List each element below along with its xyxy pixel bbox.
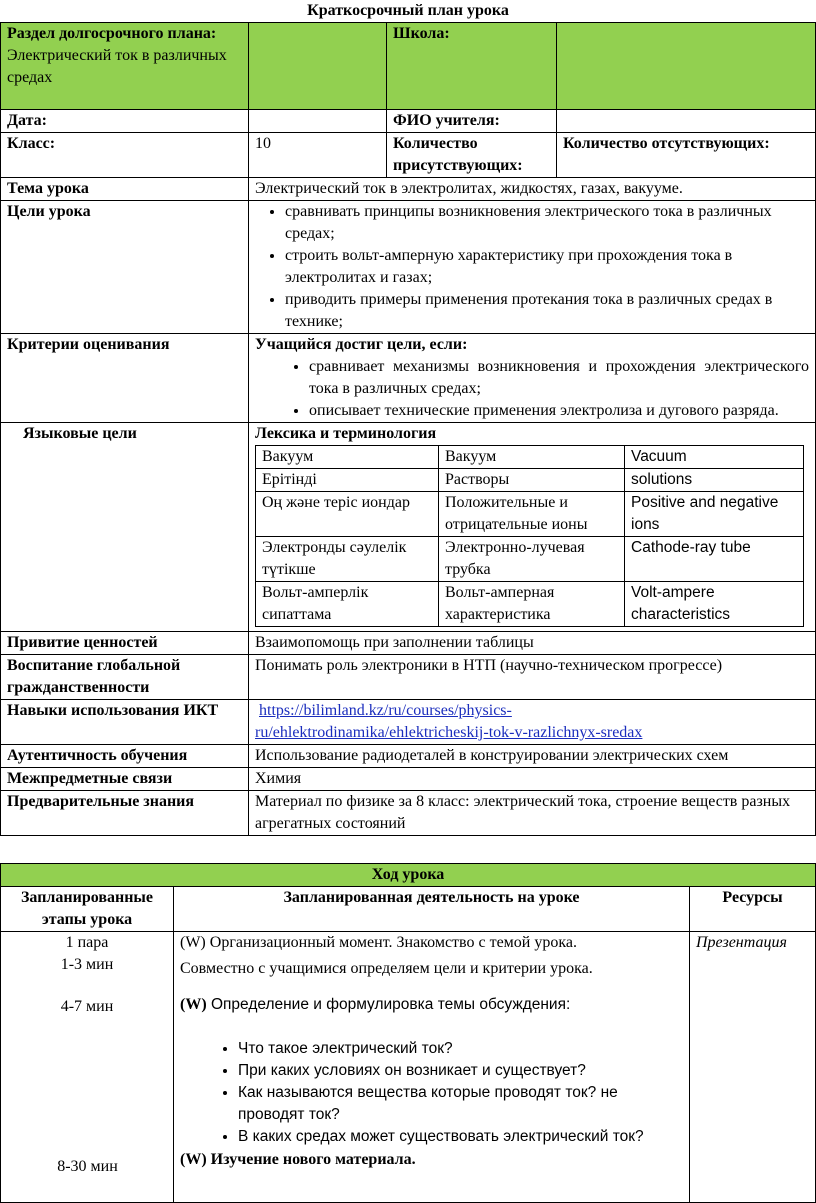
terminology-table <box>255 445 804 627</box>
ict-row <box>1 700 816 745</box>
term-en: Volt-ampere characteristics <box>625 582 804 627</box>
goals-list <box>255 201 809 333</box>
resources-cell <box>690 932 816 1203</box>
class-value: 10 <box>249 133 387 178</box>
date-label: Дата: <box>1 110 249 133</box>
goal-item: • сравнивать принципы возникновения электрического тока в различных средах; <box>285 201 809 245</box>
criteria-heading: Учащийся достиг цели, если: <box>255 336 468 353</box>
activity-new-material: (W) Изучение нового материала. <box>180 1151 416 1168</box>
language-cell <box>249 423 816 632</box>
activity-w-prefix: (W) <box>180 996 207 1013</box>
teacher-label: ФИО учителя: <box>387 110 557 133</box>
date-row <box>1 110 816 133</box>
col-resources-header: Ресурсы <box>690 887 816 932</box>
term-row <box>256 492 804 537</box>
citizenship-label: Воспитание глобальной гражданственности <box>1 655 249 700</box>
section-empty-cell <box>249 23 387 110</box>
term-kz: Вольт-амперлік сипаттама <box>256 582 439 627</box>
lesson-info-table <box>0 22 816 836</box>
question-item: • В каких средах может существовать электрический ток? <box>238 1126 683 1148</box>
authentic-row <box>1 745 816 768</box>
goals-row <box>1 201 816 334</box>
criteria-label: Критерии оценивания <box>1 334 249 423</box>
term-kz: Ерітінді <box>256 469 439 492</box>
teacher-value-cell <box>557 110 816 133</box>
term-ru: Растворы <box>439 469 625 492</box>
prior-value: Материал по физике за 8 класс: электрический тока, строение веществ разных агрегатных состояний <box>249 791 816 836</box>
section-row <box>1 23 816 110</box>
topic-label: Тема урока <box>1 178 249 201</box>
activity-cell <box>174 932 690 1203</box>
question-item: • Что такое электрический ток? <box>238 1038 683 1060</box>
interdisciplinary-value: Химия <box>249 768 816 791</box>
date-value-cell <box>249 110 387 133</box>
ict-label: Навыки использования ИКТ <box>1 700 249 745</box>
question-item: • При каких условиях он возникает и существует? <box>238 1060 683 1082</box>
activity-org: (W) Организационный момент. Знакомство с темой урока. <box>180 934 577 951</box>
col-activity-header: Запланированная деятельность на уроке <box>174 887 690 932</box>
stages-cell <box>1 932 174 1203</box>
plan-header-row <box>1 887 816 932</box>
lesson-plan-table <box>0 863 816 1203</box>
class-row <box>1 133 816 178</box>
resource-presentation: Презентация <box>696 934 787 951</box>
language-row <box>1 423 816 632</box>
values-row <box>1 632 816 655</box>
stage-time: 1-3 мин <box>60 956 114 973</box>
criteria-list <box>255 356 809 422</box>
term-row <box>256 469 804 492</box>
class-label: Класс: <box>1 133 249 178</box>
term-row <box>256 537 804 582</box>
term-ru: Электронно-лучевая трубка <box>439 537 625 582</box>
plan-heading-row <box>1 864 816 887</box>
stage-pair: 1 пара <box>65 934 109 951</box>
citizenship-row <box>1 655 816 700</box>
prior-row <box>1 791 816 836</box>
term-en: solutions <box>625 469 804 492</box>
stage-time: 8-30 мин <box>57 1158 118 1175</box>
ict-link-part1[interactable]: https://bilimland.kz/ru/courses/physics- <box>259 702 512 719</box>
stage-time: 4-7 мин <box>60 998 114 1015</box>
goal-item: • приводить примеры применения протекания тока в различных средах в технике; <box>285 289 809 333</box>
values-value: Взаимопомощь при заполнении таблицы <box>249 632 816 655</box>
section-cell <box>1 23 249 110</box>
ict-cell <box>249 700 816 745</box>
term-kz: Оң және теріс иондар <box>256 492 439 537</box>
present-label: Количество присутствующих: <box>387 133 557 178</box>
question-item: • Как называются вещества которые проводят ток? не проводят ток? <box>238 1082 683 1126</box>
term-en: Cathode-ray tube <box>625 537 804 582</box>
page-title: Краткосрочный план урока <box>307 2 509 19</box>
absent-label: Количество отсутствующих: <box>557 133 816 178</box>
plan-body-row <box>1 932 816 1203</box>
criteria-row <box>1 334 816 423</box>
ict-link-part2[interactable]: ru/ehlektrodinamika/ehlektricheskij-tok-v-razlichnyx-sredax <box>255 724 643 741</box>
authentic-label: Аутентичность обучения <box>1 745 249 768</box>
questions-list <box>180 1038 683 1148</box>
interdisciplinary-row <box>1 768 816 791</box>
topic-row <box>1 178 816 201</box>
term-row <box>256 582 804 627</box>
section-label: Раздел долгосрочного плана: <box>7 25 217 42</box>
term-en: Positive and negative ions <box>625 492 804 537</box>
term-ru: Положительные и отрицательные ионы <box>439 492 625 537</box>
criteria-item: • описывает технические применения электролиза и дугового разряда. <box>309 400 809 422</box>
interdisciplinary-label: Межпредметные связи <box>1 768 249 791</box>
lexicon-heading: Лексика и терминология <box>255 425 437 442</box>
activity-goals: Совместно с учащимися определяем цели и критерии урока. <box>180 960 593 977</box>
term-kz: Электронды сәулелік түтікше <box>256 537 439 582</box>
col-stages-header: Запланированные этапы урока <box>1 887 174 932</box>
authentic-value: Использование радиодеталей в конструировании электрических схем <box>249 745 816 768</box>
plan-heading: Ход урока <box>1 864 816 887</box>
term-en: Vacuum <box>625 446 804 469</box>
goal-item: • строить вольт-амперную характеристику при прохождения тока в электролитах и газах; <box>285 245 809 289</box>
criteria-cell <box>249 334 816 423</box>
goals-cell <box>249 201 816 334</box>
citizenship-value: Понимать роль электроники в НТП (научно-техническом прогрессе) <box>249 655 816 700</box>
criteria-item: • сравнивает механизмы возникновения и прохождения электрического тока в различных средах; <box>309 356 809 400</box>
goals-label: Цели урока <box>1 201 249 334</box>
school-value-cell <box>557 23 816 110</box>
term-ru: Вакуум <box>439 446 625 469</box>
activity-define <box>180 994 683 1016</box>
term-kz: Вакуум <box>256 446 439 469</box>
values-label: Привитие ценностей <box>1 632 249 655</box>
school-label: Школа: <box>387 23 557 110</box>
activity-define-text: Определение и формулировка темы обсуждения: <box>206 996 571 1013</box>
prior-label: Предварительные знания <box>1 791 249 836</box>
term-ru: Вольт-амперная характеристика <box>439 582 625 627</box>
language-label: Языковые цели <box>1 423 249 632</box>
term-row <box>256 446 804 469</box>
topic-value: Электрический ток в электролитах, жидкостях, газах, вакууме. <box>249 178 816 201</box>
section-value: Электрический ток в различных средах <box>7 47 227 86</box>
